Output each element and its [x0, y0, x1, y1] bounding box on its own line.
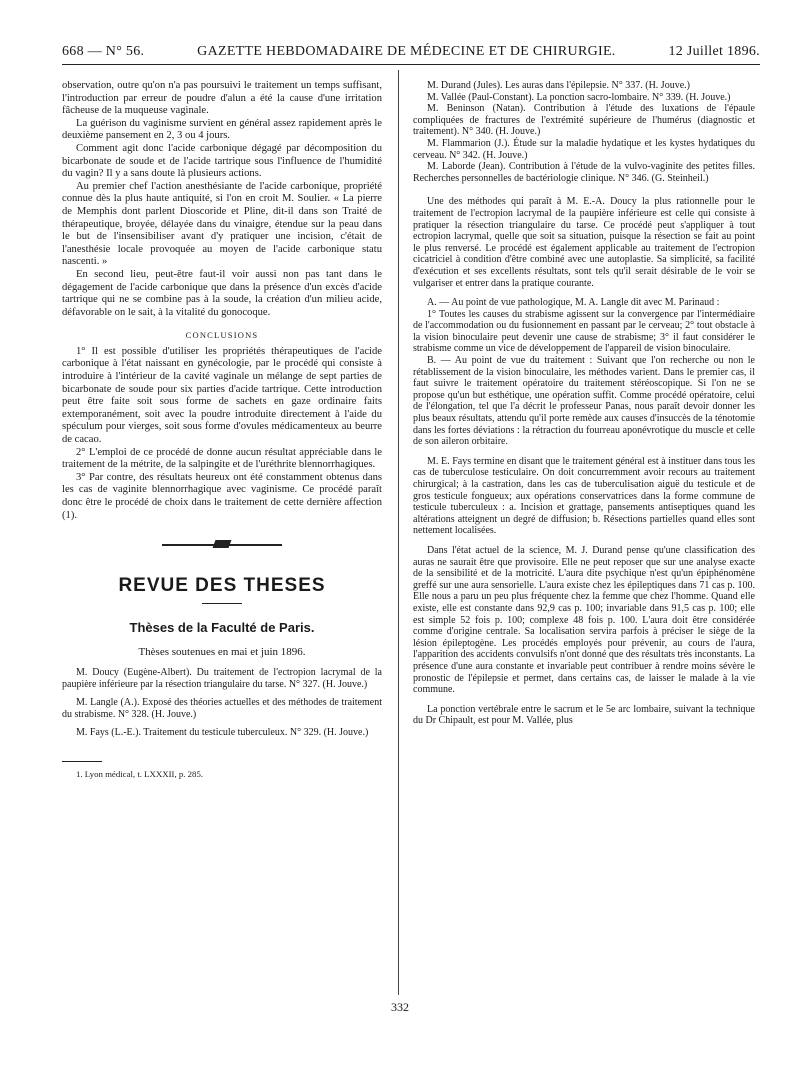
subsection-subtitle: Thèses soutenues en mai et juin 1896.: [138, 646, 306, 659]
thesis-entry: M. Vallée (Paul-Constant). La ponction sacro-lombaire. N° 339. (H. Jouve.): [427, 91, 731, 103]
section-title: REVUE DES THESES: [118, 575, 326, 597]
footnote: 1. Lyon médical, t. LXXXII, p. 285.: [76, 768, 204, 779]
thesis-entry: M. Flammarion (J.). Étude sur la maladie hydatique et les kystes hydatiques du cerveau. N° 342. (H. Jouve.): [413, 137, 755, 161]
thesis-entry: M. Durand (Jules). Les auras dans l'épilepsie. N° 337. (H. Jouve.): [427, 80, 690, 91]
thesis-entry: M. Doucy (Eugène-Albert). Du traitement de l'ectropion lacrymal de la paupière inférieure par la résection triangulaire du tarse. N° 327. (H. Jouve.): [62, 666, 382, 690]
footnote-rule: [62, 761, 102, 762]
thesis-entry: M. Beninson (Natan). Contribution à l'étude des luxations de l'épaule compliquées de fractures de l'extrémité supérieure de l'humérus (diagnostic et traitement). N° 340. (H. Jouve.): [413, 103, 755, 138]
conclusions-heading: CONCLUSIONS: [185, 330, 259, 341]
column-divider: [398, 70, 399, 995]
summary-paragraph: A. — Au point de vue pathologique, M. A. Langle dit avec M. Parinaud :: [427, 297, 720, 309]
thesis-entry: M. Laborde (Jean). Contribution à l'étude de la vulvo-vaginite des petites filles. Recherches personnelles de bactériologie clinique. N° 346. (G. Steinheil.): [413, 161, 755, 184]
spacer: [413, 696, 755, 704]
body-paragraph: Au premier chef l'action anesthésiante de l'acide carbonique, propriété connue dès la plus haute antiquité, si l'on en croit M. Soulier. « La pierre de Memphis dont parlent Dioscoride et Pline, dit-il dans son Traité de thérapeutique, broyée, délayée dans du vinaigre, étendue sur la peau dans le but de l'insensibiliser avant d'y pratiquer une incision, c'était de l'anesthésie locale provoquée au moyen de l'acide carbonique statu nascenti. »: [62, 180, 382, 268]
summary-paragraph: La ponction vertébrale entre le sacrum et le 5e arc lombaire, suivant la technique du Dr Chipault, est pour M. Vallée, plus: [413, 703, 755, 727]
thesis-entry: M. Fays (L.-E.). Traitement du testicule tuberculeux. N° 329. (H. Jouve.): [76, 726, 369, 738]
conclusion-item: 2° L'emploi de ce procédé de donne aucun résultat appréciable dans le traitement de la métrite, de la salpingite et de l'uréthrite blennorrhagiques.: [62, 446, 382, 471]
body-paragraph: La guérison du vaginisme survient en général assez rapidement après le deuxième pansement en 2, 3 ou 4 jours.: [62, 117, 382, 142]
summary-paragraph: B. — Au point de vue du traitement : Suivant que l'on recherche ou non le rétablissement de la vision binoculaire, les méthodes varient. Dans le premier cas, il faut suivre le traitement opératoire du traitement stéréoscopique. Si l'on ne se propose qu'un but esthétique, une opération suffit. Comme procédé opératoire, celui de l'élongation, tel que l'a décrit le professeur Panas, nous paraît devoir donner les plus beaux résultats, attendu qu'il porte remède aux causes d'insuccès de la ténotomie dans les fortes déviations : la rétraction du fourreau aponévrotique du muscle et celle de son aileron orbitaire.: [413, 355, 755, 448]
summary-paragraph: 1° Toutes les causes du strabisme agissent sur la convergence par l'intermédiaire de l'accommodation ou du fusionnement en passant par le cerveau; 2° tout obstacle à la vision binoculaire peut devenir une cause de strabisme; 3° il faut considérer le strabisme comme un vice de développement de l'appareil de vision binoculaire.: [413, 308, 755, 355]
spacer: [413, 184, 755, 196]
header-page-issue: 668 — N° 56.: [62, 44, 145, 59]
ornament-divider: [162, 540, 282, 550]
right-column: [413, 80, 755, 727]
spacer: [413, 537, 755, 545]
conclusion-item: 3° Par contre, des résultats heureux ont été constamment obtenus dans les cas de vaginite blennorrhagique avec vaginisme. Ce procédé paraît donc être le procédé de choix dans le traitement de cette dernière affection (1).: [62, 471, 382, 521]
title-rule: [202, 603, 242, 604]
header-journal-title: GAZETTE HEBDOMADAIRE DE MÉDECINE ET DE CHIRURGIE.: [197, 44, 616, 59]
header-rule: [62, 64, 760, 65]
page-number: 332: [391, 1000, 409, 1014]
spacer: [413, 289, 755, 297]
subsection-title: Thèses de la Faculté de Paris.: [129, 619, 315, 635]
body-paragraph: Comment agit donc l'acide carbonique dégagé par décomposition du bicarbonate de soude et de l'acide tartrique sous l'influence de l'humidité du vagin? Il y a sans doute là plusieurs actions.: [62, 142, 382, 180]
running-header: [62, 38, 760, 60]
left-column: [62, 80, 382, 781]
conclusion-item: 1° Il est possible d'utiliser les propriétés thérapeutiques de l'acide carbonique à l'état naissant en gynécologie, par le procédé qui consiste à introduire à l'intérieur de la cavité vaginale un mélange de sept parties de bicarbonate de soude pour six parties d'acide tartrique. Cette introduction peut être faite soit sous forme de sachets en gaze ordinaire faits extemporanément, soit avec la poudre introduite directement à l'aide du spéculum pour vierges, soit sous forme d'ovules médicamenteux au beurre de cacao.: [62, 345, 382, 446]
body-paragraph: En second lieu, peut-être faut-il voir aussi non pas tant dans le dégagement de l'acide carbonique que dans la présence d'un excès d'acide tartrique qui ne se combine pas à la soude, la création d'un milieu acide, défavorable on le sait, à la vitalité du gonocoque.: [62, 268, 382, 318]
thesis-entry: M. Langle (A.). Exposé des théories actuelles et des méthodes de traitement du strabisme. N° 328. (H. Jouve.): [62, 696, 382, 720]
spacer: [413, 448, 755, 456]
summary-paragraph: Dans l'état actuel de la science, M. J. Durand pense qu'une classification des auras ne saurait être que provisoire. Elle ne peut reposer que sur une analyse exacte de la sensibilité et de la motricité. L'aura dite psychique n'est qu'un épiphénomène greffé sur une aura sensorielle. L'aura existe chez les épileptiques dans 71 cas p. 100. Elle nous a paru un peu plus fréquente chez la femme que chez l'homme. Quand elle existe, elle est constante dans 92,9 cas p. 100; invariable dans 91,5 cas p. 100; elle est simple 52 fois p. 100; complexe 48 fois p. 100. L'aura doit être considérée comme d'origine centrale. Sa localisation servira parfois à préciser le siège de la lésion épileptogène. Les procédés employés pour prévenir, au cours de l'aura, l'apparition des accidents convulsifs n'ont donné que des résultats très inconstants. La présence d'une aura constante et invariable peut contribuer à rendre moins sévère le pronostic de l'épilepsie et permet, dans certains cas, de laisser le malade à la vie commune.: [413, 544, 755, 696]
summary-paragraph: M. E. Fays termine en disant que le traitement général est à instituer dans tous les cas de tuberculose testiculaire. On doit concurremment avoir recours au traitement chirurgical; à la castration, dans les cas de tuberculisation aiguë du testicule et de gros testicule fongueux; aux opérations conservatrices dans la forme commune de testicule tuberculeux : a. Incision et grattage, pansements antiseptiques quand les altérations atteignent un degré de diffusion; b. Résections partielles quand elles sont nettement localisées.: [413, 455, 755, 537]
body-paragraph: observation, outre qu'on n'a pas poursuivi le traitement un temps suffisant, l'introduction par erreur de poudre d'alun a été la cause d'une irritation fâcheuse de la muqueuse vaginale.: [62, 80, 382, 117]
header-date: 12 Juillet 1896.: [668, 44, 760, 59]
summary-paragraph: Une des méthodes qui paraît à M. E.-A. Doucy la plus rationnelle pour le traitement de l'ectropion lacrymal de la paupière inférieure est celle qui consiste à pratiquer la résection triangulaire du tarse. Ce procédé peut s'appliquer à tout ectropion lacrymal, quelle que soit sa situation, puisque la résection se fait au point le plus renversé. Le procédé est également applicable au traitement de l'ectropion cicatriciel à condition d'être combiné avec une autoplastie. Sa simplicité, sa facilité d'exécution et ses excellents résultats, sont tels qu'il serait désirable de le voir se vulgariser et entrer dans la pratique courante.: [413, 196, 755, 289]
